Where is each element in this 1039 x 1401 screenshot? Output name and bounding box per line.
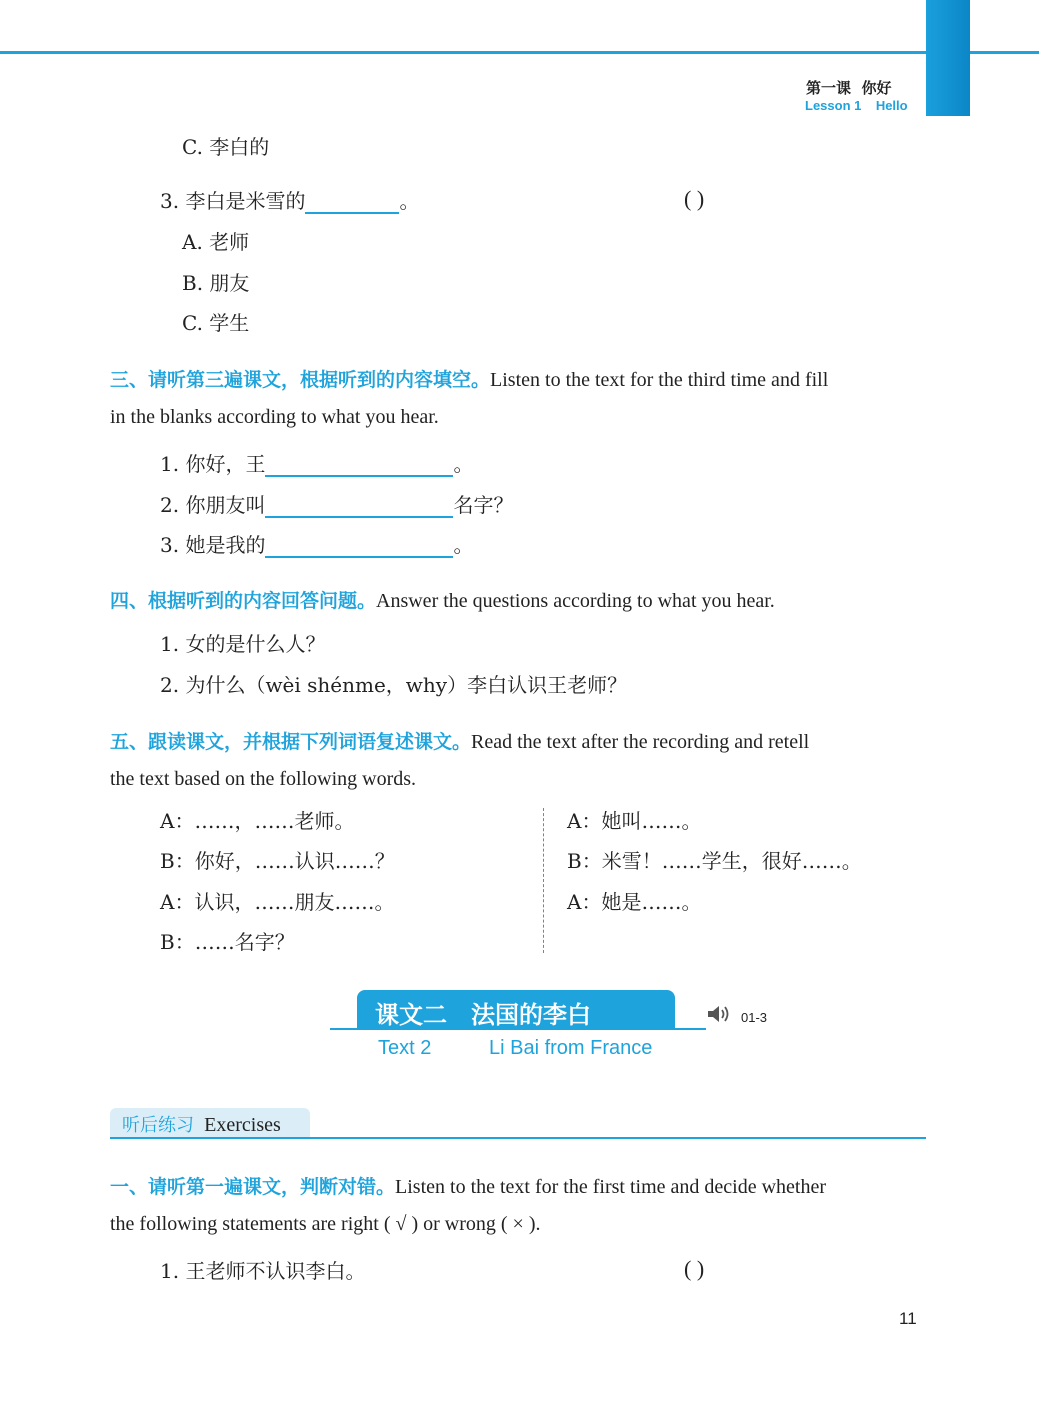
retell-left-2: B：你好，……认识……？	[160, 849, 395, 873]
section-1-heading-cont: the following statements are right ( √ ) or wrong ( × ).	[110, 1213, 541, 1235]
fill-blank[interactable]	[265, 534, 453, 558]
speaker-icon[interactable]	[706, 1003, 732, 1025]
text2-label-en: Text 2	[378, 1037, 432, 1059]
fill-item-3: 3. 她是我的 。	[160, 533, 474, 557]
question-3: 3. 李白是米雪的 。	[160, 189, 420, 213]
exercises-rule	[110, 1137, 926, 1139]
section-5-heading-cont: the text based on the following words.	[110, 768, 417, 790]
fill-blank[interactable]	[265, 453, 453, 477]
header-rule	[0, 51, 1039, 54]
section-1-heading: 一、请听第一遍课文，判断对错。Listen to the text for the first time and decide whether	[110, 1176, 826, 1198]
section-4-heading: 四、根据听到的内容回答问题。Answer the questions according to what you hear.	[110, 590, 775, 612]
retell-right-2: B：米雪！……学生，很好……。	[567, 849, 862, 873]
option-b: B. 朋友	[182, 271, 250, 295]
header-tab	[926, 0, 970, 116]
fill-blank[interactable]	[265, 494, 453, 518]
text2-title-en: Li Bai from France	[489, 1037, 653, 1059]
fill-item-1: 1. 你好，王 。	[160, 452, 474, 476]
column-divider	[543, 808, 544, 953]
question-2: 2. 为什么（wèi shénme，why）李白认识王老师？	[160, 673, 628, 697]
audio-track: 01-3	[741, 1010, 768, 1025]
question-1: 1. 女的是什么人？	[160, 632, 326, 656]
text2-title-cn: 课文二 法国的李白	[375, 1001, 591, 1029]
answer-parentheses[interactable]: ( )	[684, 186, 705, 211]
fill-blank[interactable]	[305, 190, 399, 214]
retell-right-1: A：她叫……。	[567, 809, 702, 833]
retell-left-3: A：认识，……朋友……。	[160, 890, 395, 914]
statement-1: 1. 王老师不认识李白。	[160, 1259, 366, 1283]
fill-item-2: 2. 你朋友叫 名字？	[160, 493, 514, 517]
retell-right-3: A：她是……。	[567, 890, 702, 914]
header-lesson-en: Lesson 1 Hello	[805, 98, 908, 113]
retell-left-1: A：……，……老师。	[160, 809, 355, 833]
option-c: C. 学生	[182, 311, 250, 335]
exercises-label: 听后练习 Exercises	[122, 1114, 281, 1136]
retell-left-4: B：……名字？	[160, 930, 295, 954]
section-3-heading-cont: in the blanks according to what you hear.	[110, 406, 439, 428]
section-5-heading: 五、跟读课文，并根据下列词语复述课文。Read the text after the recording and retell	[110, 731, 810, 753]
answer-parentheses[interactable]: ( )	[684, 1256, 705, 1281]
page-number: 11	[899, 1309, 917, 1328]
option-a: A. 老师	[182, 230, 250, 254]
section-3-heading: 三、请听第三遍课文，根据听到的内容填空。Listen to the text for the third time and fill	[110, 369, 829, 391]
header-lesson-cn: 第一课 你好	[806, 79, 892, 97]
option-c-prev: C. 李白的	[182, 135, 270, 159]
